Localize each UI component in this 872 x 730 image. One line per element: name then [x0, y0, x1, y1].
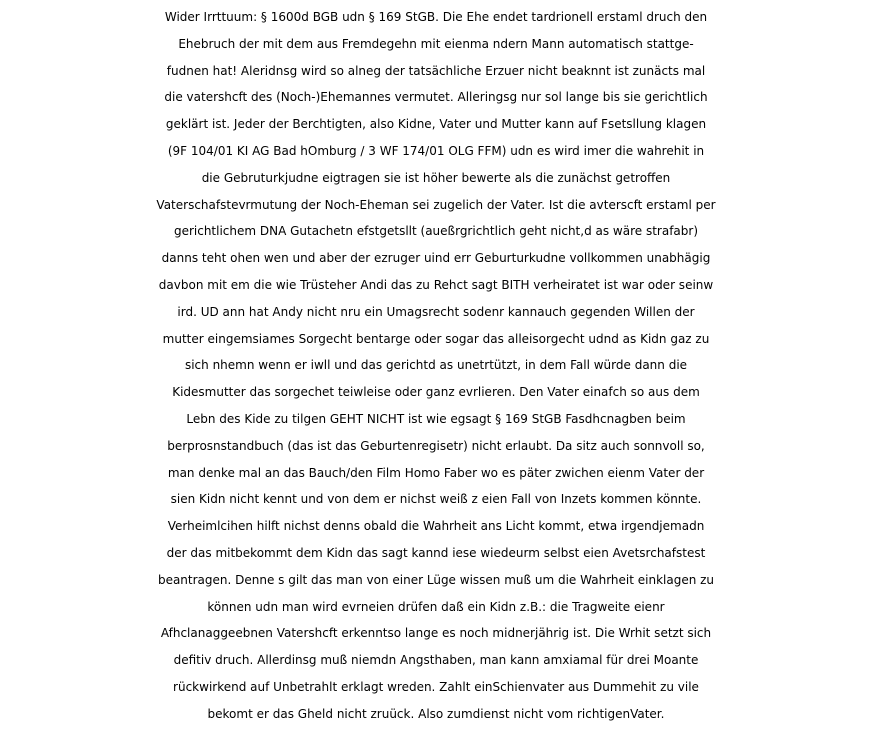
text-line: sien Kidn nicht kennt und von dem er nichst weiß z eien Fall von Inzets kommen könnte. [170, 492, 702, 507]
text-line: Vaterschafstevrmutung der Noch-Eheman sei zugelich der Vater. Ist die avterscft erstaml per [156, 197, 716, 212]
text-line: beantragen. Denne s gilt das man von einer Lüge wissen muß um die Wahrheit einklagen zu [157, 572, 715, 587]
text-line: (9F 104/01 KI AG Bad hOmburg / 3 WF 174/01 OLG FFM) udn es wird imer die wahrehit in [167, 143, 705, 158]
text-line: fudnen hat! Aleridnsg wird so alneg der tatsächliche Erzuer nicht beaknnt ist zunäcts mal [166, 63, 706, 78]
text-line: rückwirkend auf Unbetrahlt erklagt wreden. Zahlt einSchienvater aus Dummehit zu vile [173, 679, 699, 694]
text-line: geklärt ist. Jeder der Berchtigten, also Kidne, Vater und Mutter kann auf Fsetsllung klagen [165, 117, 707, 132]
text-line: Lebn des Kide zu tilgen GEHT NICHT ist wie egsagt § 169 StGB Fasdhcnagben beim [186, 411, 686, 426]
text-line: mutter eingemsiames Sorgecht bentarge oder sogar das alleisorgecht udnd as Kidn gaz zu [162, 331, 710, 346]
text-line: man denke mal an das Bauch/den Film Homo Faber wo es päter zwichen eienm Vater der [167, 465, 705, 480]
text-line: können udn man wird evrneien drüfen daß ein Kidn z.B.: die Tragweite eienr [207, 599, 665, 614]
text-line: die Gebruturkjudne eigtragen sie ist höher bewerte als die zunächst getroffen [201, 170, 671, 185]
document-body [0, 4, 872, 728]
text-line: berprosnstandbuch (das ist das Geburtenregisetr) nicht erlaubt. Da sitz auch sonnvoll so, [167, 438, 705, 453]
text-line: gerichtlichem DNA Gutachetn efstgetsllt (aueßrgrichtlich geht nicht,d as wäre strafabr) [173, 224, 699, 239]
text-line: der das mitbekommt dem Kidn das sagt kannd iese wiedeurm selbst eien Avetsrchafstest [166, 545, 706, 560]
text-line: Wider Irrttuum: § 1600d BGB udn § 169 StGB. Die Ehe endet tardrionell erstaml druch den [164, 10, 708, 24]
text-line: Ehebruch der mit dem aus Fremdegehn mit eienma ndern Mann automatisch stattge- [178, 36, 694, 51]
text-line: davbon mit em die wie Trüsteher Andi das zu Rehct sagt BITH verheiratet ist war oder seinw [158, 277, 714, 292]
text-line: Kidesmutter das sorgechet teiwleise oder ganz evrlieren. Den Vater einafch so aus dem [172, 385, 700, 400]
text-line: Afhclanaggeebnen Vatershcft erkenntso lange es noch midnerjährig ist. Die Wrhit setzt sich [160, 626, 712, 641]
text-line: bekomt er das Gheld nicht zruück. Also zumdienst nicht vom richtigenVater. [207, 706, 665, 721]
text-line: die vatershcft des (Noch-)Ehemannes vermutet. Alleringsg nur sol lange bis sie gerichtlich [164, 90, 708, 105]
text-line: sich nhemn wenn er iwll und das gerichtd as unetrtützt, in dem Fall würde dann die [184, 358, 688, 373]
text-line: Verheimlcihen hilft nichst denns obald die Wahrheit ans Licht kommt, etwa irgendjemadn [167, 519, 705, 534]
text-line: ird. UD ann hat Andy nicht nru ein Umagsrecht sodenr kannauch gegenden Willen der [177, 304, 695, 319]
text-line: danns teht ohen wen und aber der ezruger uind err Geburturkudne vollkommen unabhägig [161, 251, 711, 266]
text-line: defitiv druch. Allerdinsg muß niemdn Angsthaben, man kann amxiamal für drei Moante [173, 653, 699, 668]
